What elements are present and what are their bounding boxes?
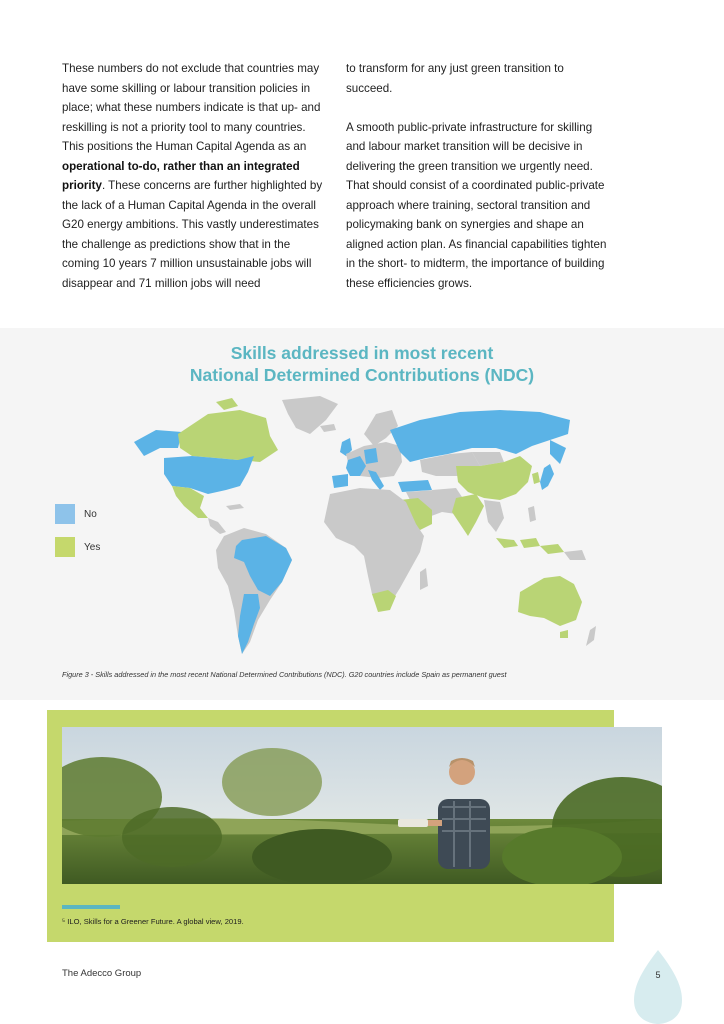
footnote: ⁵ ILO, Skills for a Greener Future. A global view, 2019. [62,917,244,926]
right-paragraph-2: A smooth public-private infrastructure for skilling and labour market transition will be decisive in delivering the green transition we urgently need. That should consist of a coordinated public-private approach where training, sectoral transition and policymaking bank on synergies and shape an aligned action plan. As financial capabilities tighten in the short- to midterm, the importance of building these efficiencies grows. [346,120,607,290]
map-australia [518,576,582,626]
emphasis-text: operational to-do, rather than an integrated priority [62,159,300,192]
right-paragraph-1: to transform for any just green transition to succeed. [346,62,564,95]
footer-brand: The Adecco Group [62,968,142,979]
footnote-divider [62,905,120,909]
photo-farmer-field [62,727,662,884]
map-germany [364,448,378,464]
left-paragraph: These numbers do not exclude that countries may have some skilling or labour transition policies in place; what these numbers indicate is that up- and reskilling is not a priority tool to many countries. This positions the Human Capital Agenda as an operational to-do, rather than an integrated priority. These concerns are further highlighted by the lack of a Human Capital Agenda in the overall G20 energy ambitions. This vastly underestimates the challenge as predictions show that in the coming 10 years 7 million unsustainable jobs will disappear and 71 million jobs will need [62,62,323,290]
map-legend [55,504,100,570]
map-korea [532,472,540,484]
map-title: Skills addressed in most recent National Determined Contributions (NDC) [189,343,535,385]
legend-item-yes: Yes [55,537,100,557]
map-japan [540,464,554,490]
left-text-column [62,59,324,293]
legend-swatch-yes [55,537,75,557]
figure-caption: Figure 3 - Skills addressed in the most recent National Determined Contributions (NDC). G20 countries include Spain as permanent guest [62,670,507,679]
map-india [452,494,484,536]
page-number: 5 [655,970,661,980]
world-map [120,390,600,660]
map-alaska [134,430,182,456]
leaf-page-badge-icon [634,950,682,1024]
map-section [0,328,724,700]
right-text-column [346,59,610,293]
legend-item-no: No [55,504,100,524]
map-turkey [398,480,432,492]
map-canada [178,410,278,462]
legend-swatch-no [55,504,75,524]
map-indonesia [496,538,564,554]
map-spain [332,474,348,488]
